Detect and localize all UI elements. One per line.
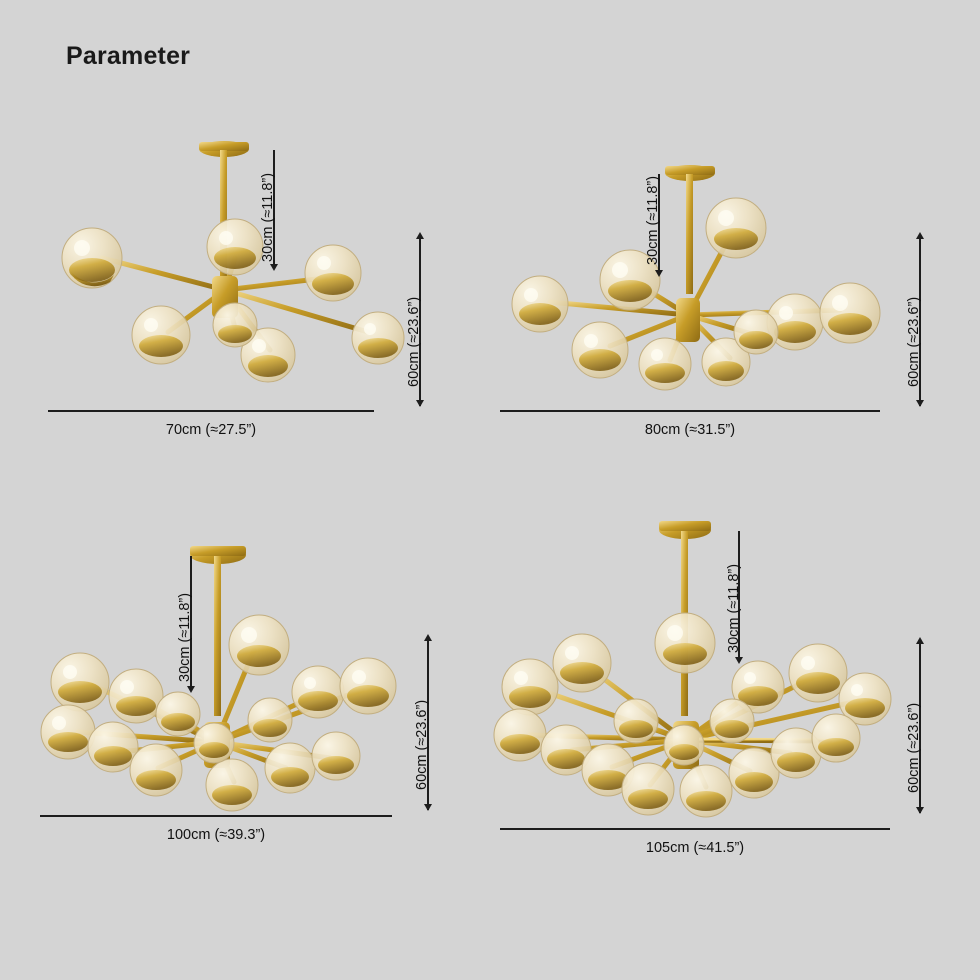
- drop-arrow-80cm: [655, 270, 663, 277]
- drop-label-80cm: 30cm (≈11.8”): [645, 175, 661, 265]
- chandelier-80cm-illustration: [490, 110, 950, 450]
- drop-label-100cm: 30cm (≈11.8”): [177, 592, 193, 682]
- page-title: Parameter: [66, 42, 191, 70]
- height-arrow-bottom-80cm: [916, 400, 924, 407]
- height-arrow-bottom-100cm: [424, 804, 432, 811]
- width-label-105cm: 105cm (≈41.5”): [645, 840, 745, 856]
- height-label-80cm: 60cm (≈23.6”): [906, 296, 922, 387]
- height-arrow-bottom-70cm: [416, 400, 424, 407]
- height-label-105cm: 60cm (≈23.6”): [906, 702, 922, 793]
- height-arrow-top-100cm: [424, 634, 432, 641]
- height-arrow-top-105cm: [916, 637, 924, 644]
- chandelier-70cm-illustration: [30, 110, 450, 450]
- drop-label-105cm: 30cm (≈11.8”): [726, 563, 742, 653]
- figure-panel-100cm: [18, 500, 458, 860]
- width-dimension-line-70cm: [48, 410, 374, 412]
- width-label-80cm: 80cm (≈31.5”): [644, 422, 736, 438]
- drop-arrow-105cm: [735, 657, 743, 664]
- drop-label-70cm: 30cm (≈11.8”): [260, 172, 276, 262]
- height-arrow-bottom-105cm: [916, 807, 924, 814]
- height-label-100cm: 60cm (≈23.6”): [414, 699, 430, 790]
- drop-arrow-100cm: [187, 686, 195, 693]
- width-dimension-line-100cm: [40, 815, 392, 817]
- figure-panel-105cm: [490, 495, 950, 880]
- width-label-100cm: 100cm (≈39.3”): [166, 827, 266, 843]
- drop-arrow-70cm: [270, 264, 278, 271]
- chandelier-100cm-illustration: [18, 500, 458, 860]
- height-arrow-top-70cm: [416, 232, 424, 239]
- height-arrow-top-80cm: [916, 232, 924, 239]
- width-label-70cm: 70cm (≈27.5”): [165, 422, 257, 438]
- chandelier-105cm-illustration: [490, 495, 950, 880]
- width-dimension-line-80cm: [500, 410, 880, 412]
- height-label-70cm: 60cm (≈23.6”): [406, 296, 422, 387]
- figure-panel-80cm: [490, 110, 950, 450]
- width-dimension-line-105cm: [500, 828, 890, 830]
- figure-panel-70cm: [30, 110, 450, 450]
